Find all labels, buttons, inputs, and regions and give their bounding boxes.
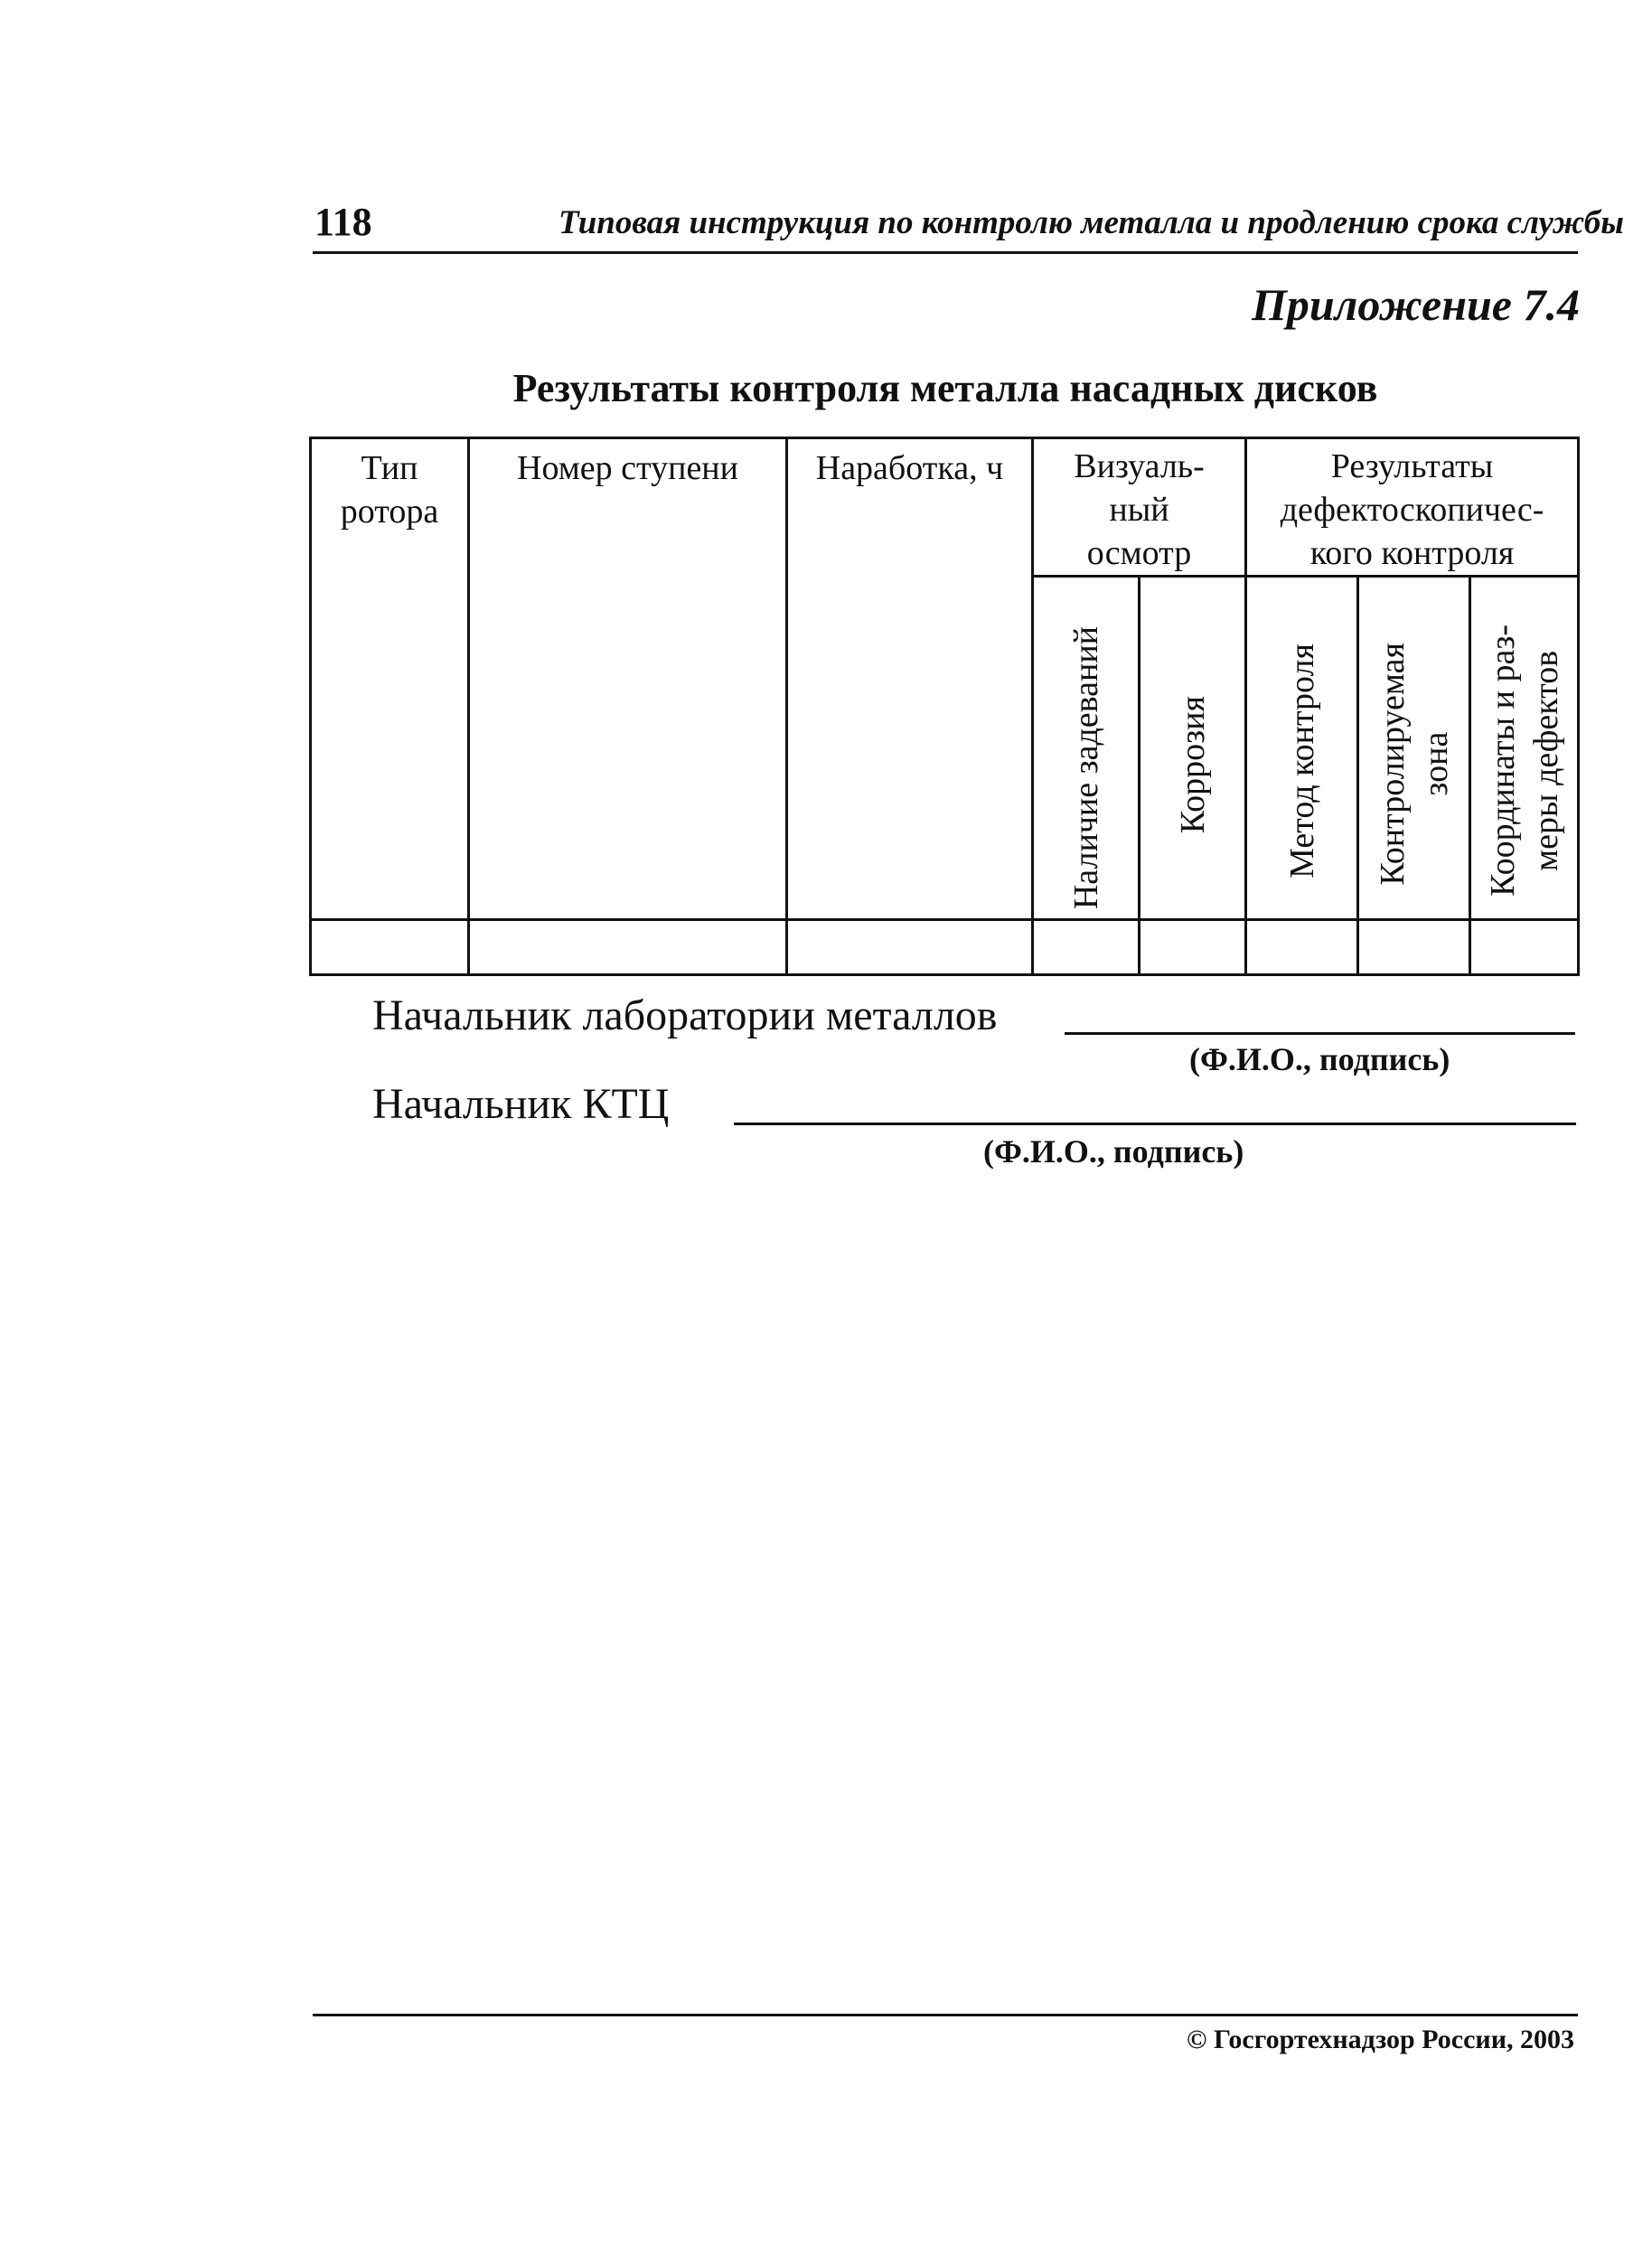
table-cell[interactable] [1470, 920, 1579, 975]
subcol-header-corrosion: Коррозия [1140, 577, 1246, 920]
signature-lab-head-caption: (Ф.И.О., подпись) [1189, 1041, 1450, 1077]
subcol-header-control-method: Метод контроля [1246, 577, 1358, 920]
table-cell[interactable] [787, 920, 1033, 975]
footer-rule [313, 2014, 1578, 2016]
signature-ktc-head-line[interactable] [734, 1123, 1576, 1125]
col-header-rotor-type: Тип ротора [311, 438, 469, 920]
signature-ktc-head-caption: (Ф.И.О., подпись) [983, 1133, 1244, 1170]
signature-ktc-head-label: Начальник КТЦ [372, 1080, 670, 1128]
table-row [311, 920, 1579, 975]
copyright: © Госгортехнадзор России, 2003 [1187, 2025, 1574, 2054]
table-cell[interactable] [311, 920, 469, 975]
col-header-visual-inspection: Визуаль- ный осмотр [1033, 438, 1246, 577]
table-cell[interactable] [1358, 920, 1470, 975]
appendix-label: Приложение 7.4 [1251, 279, 1580, 330]
subcol-header-seizure: Наличие задеваний [1033, 577, 1140, 920]
header-rule [313, 251, 1578, 254]
running-title: Типовая инструкция по контролю металла и продлению срока службы [558, 204, 1624, 241]
subcol-header-controlled-zone: Контролируемая зона [1358, 577, 1470, 920]
results-table [309, 437, 1580, 976]
table-cell[interactable] [1033, 920, 1140, 975]
subcol-header-defect-coords: Координаты и раз- меры дефектов [1470, 577, 1579, 920]
header-row-1 [311, 438, 1579, 577]
table-cell[interactable] [1246, 920, 1358, 975]
table-title: Результаты контроля металла насадных дисков [512, 366, 1378, 410]
col-header-operating-time: Наработка, ч [787, 438, 1033, 920]
col-header-ndt-results: Результаты дефектоскопичес- кого контроля [1246, 438, 1579, 577]
signature-lab-head-label: Начальник лаборатории металлов [372, 991, 998, 1039]
table-cell[interactable] [469, 920, 787, 975]
table-cell[interactable] [1140, 920, 1246, 975]
col-header-stage-number: Номер ступени [469, 438, 787, 920]
page-number: 118 [314, 200, 372, 244]
signature-lab-head-line[interactable] [1065, 1032, 1575, 1035]
